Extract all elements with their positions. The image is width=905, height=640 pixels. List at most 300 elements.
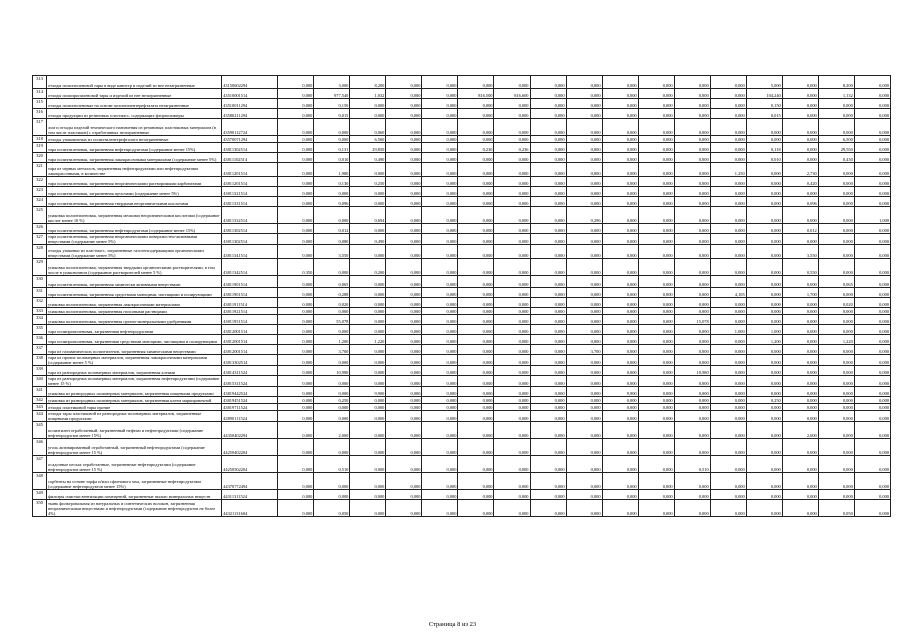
- value-cell: 0,000: [638, 325, 674, 335]
- fkko-code: 43890111524: [222, 411, 278, 422]
- fkko-code: 43150602294: [222, 76, 278, 89]
- value-cell: 0,000: [638, 245, 674, 259]
- fkko-code: 43570071294: [222, 136, 278, 143]
- value-cell: 0,000: [458, 76, 494, 89]
- value-cell: 0,000: [602, 411, 638, 422]
- value-cell: 0,000: [422, 163, 458, 177]
- value-cell: 0,000: [710, 366, 746, 376]
- value-cell: 0,000: [422, 315, 458, 325]
- value-cell: 0,000: [458, 366, 494, 376]
- value-cell: 0,000: [638, 456, 674, 473]
- value-cell: 0,000: [386, 197, 422, 207]
- fkko-code: 43580211294: [222, 109, 278, 119]
- value-cell: 0,510: [314, 456, 350, 473]
- value-cell: 0,000: [674, 397, 710, 404]
- value-cell: 0,000: [854, 109, 890, 119]
- value-cell: 0,000: [818, 325, 854, 335]
- value-cell: 0,000: [314, 207, 350, 224]
- value-cell: 0,000: [674, 143, 710, 153]
- value-cell: 0,000: [566, 404, 602, 411]
- value-cell: 8,200: [818, 76, 854, 89]
- value-cell: 4,105: [710, 288, 746, 298]
- row-number: 313: [33, 76, 47, 89]
- fkko-code: 43811921514: [222, 308, 278, 315]
- value-cell: 0,000: [674, 490, 710, 500]
- value-cell: 0,000: [494, 335, 530, 345]
- value-cell: 0,000: [530, 119, 566, 136]
- value-cell: 0,000: [782, 276, 818, 288]
- value-cell: 0,000: [818, 355, 854, 366]
- value-cell: 0,000: [278, 315, 314, 325]
- row-number: 338: [33, 355, 47, 366]
- row-number: 342: [33, 397, 47, 404]
- value-cell: 0,000: [638, 177, 674, 187]
- value-cell: 0,000: [278, 490, 314, 500]
- value-cell: 0,000: [602, 224, 638, 234]
- value-cell: 0,000: [530, 234, 566, 245]
- value-cell: 0,000: [782, 99, 818, 109]
- value-cell: 0,000: [458, 207, 494, 224]
- value-cell: 0,000: [782, 76, 818, 89]
- value-cell: 0,000: [854, 422, 890, 439]
- value-cell: 0,000: [602, 143, 638, 153]
- value-cell: 0,000: [602, 136, 638, 143]
- value-cell: 0,000: [602, 315, 638, 325]
- value-cell: 0,000: [818, 397, 854, 404]
- value-cell: 0,000: [638, 99, 674, 109]
- value-cell: 0,000: [530, 397, 566, 404]
- value-cell: 0,000: [854, 500, 890, 517]
- row-number: 341: [33, 387, 47, 397]
- value-cell: 0,000: [530, 288, 566, 298]
- value-cell: 0,000: [422, 456, 458, 473]
- value-cell: 0,000: [638, 355, 674, 366]
- value-cell: 0,000: [314, 355, 350, 366]
- value-cell: 0,065: [314, 276, 350, 288]
- value-cell: 0,000: [818, 490, 854, 500]
- value-cell: 3,000: [314, 76, 350, 89]
- row-number: 328: [33, 245, 47, 259]
- value-cell: 0,000: [278, 153, 314, 163]
- table-row: [33, 366, 891, 376]
- value-cell: 0,000: [818, 376, 854, 387]
- table-row: [33, 163, 891, 177]
- value-cell: 0,000: [422, 187, 458, 197]
- value-cell: 0,000: [602, 197, 638, 207]
- value-cell: 0,000: [278, 109, 314, 119]
- value-cell: 0,000: [638, 109, 674, 119]
- table-row: [33, 404, 891, 411]
- value-cell: 0,000: [566, 411, 602, 422]
- value-cell: 0,000: [278, 335, 314, 345]
- value-cell: 0,000: [494, 136, 530, 143]
- value-cell: 0,000: [422, 490, 458, 500]
- value-cell: 0,000: [566, 355, 602, 366]
- value-cell: 0,000: [746, 422, 782, 439]
- value-cell: 0,000: [566, 276, 602, 288]
- value-cell: 0,000: [674, 89, 710, 99]
- value-cell: 0,000: [782, 500, 818, 517]
- value-cell: 0,000: [278, 163, 314, 177]
- value-cell: 0,000: [638, 366, 674, 376]
- value-cell: 0,000: [314, 404, 350, 411]
- value-cell: 0,000: [602, 345, 638, 355]
- table-row: [33, 187, 891, 197]
- value-cell: 0,000: [746, 298, 782, 308]
- value-cell: 816,500: [458, 89, 494, 99]
- value-cell: 0,250: [746, 397, 782, 404]
- table-row: [33, 119, 891, 136]
- value-cell: 0,000: [746, 500, 782, 517]
- waste-name: упаковка полиэтиленовая, загрязненная лакокрасочными материалами: [47, 298, 222, 308]
- value-cell: 0,000: [602, 325, 638, 335]
- value-cell: 0,000: [386, 259, 422, 276]
- value-cell: 5,000: [746, 76, 782, 89]
- value-cell: 0,000: [458, 473, 494, 490]
- value-cell: 0,000: [674, 335, 710, 345]
- value-cell: 0,000: [674, 345, 710, 355]
- value-cell: 0,000: [566, 397, 602, 404]
- value-cell: 0,096: [314, 197, 350, 207]
- value-cell: 0,000: [782, 89, 818, 99]
- value-cell: 0,000: [386, 500, 422, 517]
- value-cell: 0,000: [458, 224, 494, 234]
- value-cell: 0,000: [638, 224, 674, 234]
- value-cell: 0,000: [422, 387, 458, 397]
- value-cell: 0,000: [278, 298, 314, 308]
- value-cell: 0,000: [494, 473, 530, 490]
- value-cell: 0,288: [314, 288, 350, 298]
- value-cell: 0,000: [458, 109, 494, 119]
- value-cell: 0,065: [818, 276, 854, 288]
- value-cell: 0,000: [530, 473, 566, 490]
- value-cell: 0,000: [674, 207, 710, 224]
- value-cell: 0,000: [854, 177, 890, 187]
- value-cell: 0,000: [422, 397, 458, 404]
- value-cell: 0,000: [278, 355, 314, 366]
- value-cell: 0,000: [746, 288, 782, 298]
- value-cell: 0,000: [494, 245, 530, 259]
- fkko-code: 43819711524: [222, 404, 278, 411]
- value-cell: 0,000: [674, 119, 710, 136]
- value-cell: 0,000: [818, 473, 854, 490]
- value-cell: 0,000: [458, 276, 494, 288]
- value-cell: 0,000: [350, 298, 386, 308]
- value-cell: 0,000: [638, 153, 674, 163]
- value-cell: 0,000: [386, 187, 422, 197]
- value-cell: 0,000: [530, 197, 566, 207]
- value-cell: 0,000: [602, 89, 638, 99]
- table-row: [33, 99, 891, 109]
- value-cell: 0,000: [530, 376, 566, 387]
- value-cell: 0,000: [458, 259, 494, 276]
- waste-name: тара полиэтиленовая, загрязненная твердыми неорганическими кислотами: [47, 197, 222, 207]
- value-cell: 0,000: [386, 89, 422, 99]
- waste-name: тара полиэтиленовая, загрязненная лакокрасочными материалами (содержание менее 5%): [47, 153, 222, 163]
- value-cell: 0,000: [494, 315, 530, 325]
- value-cell: 0,000: [602, 276, 638, 288]
- value-cell: 3,550: [314, 245, 350, 259]
- value-cell: 0,000: [566, 288, 602, 298]
- value-cell: 0,000: [566, 325, 602, 335]
- value-cell: 0,000: [350, 276, 386, 288]
- value-cell: 8,200: [350, 76, 386, 89]
- value-cell: 0,000: [494, 397, 530, 404]
- value-cell: 0,000: [818, 404, 854, 411]
- waste-name: тара из прочих полимерных материалов, загрязненная лакокрасочными материалами (содержание менее 5 %): [47, 355, 222, 366]
- value-cell: 0,000: [530, 99, 566, 109]
- value-cell: 0,000: [530, 89, 566, 99]
- value-cell: 0,000: [602, 500, 638, 517]
- value-cell: 0,000: [386, 298, 422, 308]
- value-cell: 0,000: [530, 153, 566, 163]
- value-cell: 0,000: [278, 397, 314, 404]
- value-cell: 0,000: [854, 404, 890, 411]
- value-cell: 0,000: [386, 456, 422, 473]
- value-cell: 0,000: [602, 298, 638, 308]
- value-cell: 0,000: [422, 109, 458, 119]
- row-number: 332: [33, 298, 47, 308]
- value-cell: 0,000: [566, 224, 602, 234]
- value-cell: 0,000: [530, 259, 566, 276]
- value-cell: 0,000: [674, 355, 710, 366]
- value-cell: 0,000: [350, 224, 386, 234]
- value-cell: 0,000: [782, 207, 818, 224]
- value-cell: 0,000: [710, 298, 746, 308]
- waste-name: ткань фильтровальная из натуральных и синтетических волокон, загрязненная неорганическими веществами и нефтепродуктами (содержание нефтепродуктов не более 4%): [47, 500, 222, 517]
- value-cell: 0,000: [350, 99, 386, 109]
- value-cell: 0,000: [386, 308, 422, 315]
- row-number: 344: [33, 411, 47, 422]
- value-cell: 0,000: [494, 490, 530, 500]
- value-cell: 0,000: [854, 234, 890, 245]
- value-cell: 0,000: [458, 308, 494, 315]
- row-number: 350: [33, 500, 47, 517]
- value-cell: 0,000: [494, 456, 530, 473]
- value-cell: 0,000: [710, 276, 746, 288]
- row-number: 314: [33, 89, 47, 99]
- value-cell: 0,000: [422, 500, 458, 517]
- value-cell: 0,000: [854, 397, 890, 404]
- value-cell: 0,000: [674, 99, 710, 109]
- value-cell: 0,000: [638, 119, 674, 136]
- value-cell: 0,000: [530, 276, 566, 288]
- value-cell: 0,000: [494, 119, 530, 136]
- value-cell: 0,000: [782, 345, 818, 355]
- value-cell: 1,132: [818, 89, 854, 99]
- value-cell: 0,000: [602, 366, 638, 376]
- value-cell: 0,000: [674, 387, 710, 397]
- value-cell: 0,000: [746, 345, 782, 355]
- value-cell: 0,000: [674, 234, 710, 245]
- value-cell: 0,430: [818, 153, 854, 163]
- table-row: [33, 422, 891, 439]
- value-cell: 0,000: [854, 245, 890, 259]
- value-cell: 0,000: [602, 187, 638, 197]
- value-cell: 0,000: [710, 234, 746, 245]
- value-cell: 0,096: [782, 197, 818, 207]
- value-cell: 0,000: [818, 315, 854, 325]
- waste-name: сорбенты на основе торфа и/или сфагнового мха, загрязненные нефтепродуктами (содержание нефтепродуктов менее 15%): [47, 473, 222, 490]
- row-number: 343: [33, 404, 47, 411]
- value-cell: 0,000: [638, 234, 674, 245]
- value-cell: 0,000: [494, 163, 530, 177]
- fkko-code: 43811302514: [222, 143, 278, 153]
- value-cell: 0,000: [782, 456, 818, 473]
- value-cell: 0,000: [386, 224, 422, 234]
- row-number: 316: [33, 109, 47, 119]
- value-cell: 0,000: [566, 439, 602, 456]
- value-cell: 0,000: [674, 411, 710, 422]
- value-cell: 0,000: [386, 234, 422, 245]
- value-cell: 0,000: [278, 76, 314, 89]
- value-cell: 1,220: [350, 335, 386, 345]
- value-cell: 0,000: [818, 234, 854, 245]
- value-cell: 2,000: [782, 422, 818, 439]
- row-number: 315: [33, 99, 47, 109]
- value-cell: 0,000: [566, 490, 602, 500]
- value-cell: 0,000: [566, 298, 602, 308]
- value-cell: 0,000: [854, 119, 890, 136]
- value-cell: 0,000: [782, 473, 818, 490]
- value-cell: 0,000: [602, 473, 638, 490]
- value-cell: 0,000: [638, 76, 674, 89]
- value-cell: 0,000: [746, 366, 782, 376]
- value-cell: 0,000: [386, 276, 422, 288]
- value-cell: 0,000: [386, 325, 422, 335]
- value-cell: 0,000: [602, 245, 638, 259]
- value-cell: 0,000: [530, 308, 566, 315]
- value-cell: 0,080: [314, 234, 350, 245]
- value-cell: 0,000: [386, 404, 422, 411]
- value-cell: 29,550: [818, 143, 854, 153]
- row-number: 319: [33, 143, 47, 153]
- value-cell: 0,000: [638, 473, 674, 490]
- value-cell: 0,000: [422, 276, 458, 288]
- waste-table: [32, 75, 891, 517]
- waste-name: отходы полипропиленовой тары и изделий из нее незагрязненные: [47, 89, 222, 99]
- value-cell: 0,020: [818, 298, 854, 308]
- value-cell: 0,000: [710, 490, 746, 500]
- value-cell: 6,500: [350, 136, 386, 143]
- value-cell: 0,000: [746, 177, 782, 187]
- row-number: 349: [33, 490, 47, 500]
- value-cell: 0,000: [530, 456, 566, 473]
- value-cell: 0,000: [854, 89, 890, 99]
- waste-name: отходы упаковочных из полиэтилентерефталата незагрязненные: [47, 136, 222, 143]
- value-cell: 0,000: [782, 298, 818, 308]
- value-cell: 0,000: [746, 234, 782, 245]
- value-cell: 0,000: [458, 187, 494, 197]
- value-cell: 0,000: [566, 119, 602, 136]
- value-cell: 0,000: [746, 387, 782, 397]
- value-cell: 0,000: [422, 308, 458, 315]
- value-cell: 0,000: [422, 143, 458, 153]
- value-cell: 0,000: [386, 376, 422, 387]
- value-cell: 0,000: [422, 234, 458, 245]
- waste-name: тара полипропиленовая, загрязненная средствами моющими, чистящими и полирующими: [47, 335, 222, 345]
- value-cell: 0,000: [638, 207, 674, 224]
- value-cell: 0,000: [638, 259, 674, 276]
- value-cell: 0,000: [710, 259, 746, 276]
- value-cell: 0,000: [566, 245, 602, 259]
- fkko-code: 43811901514: [222, 288, 278, 298]
- value-cell: 0,000: [458, 411, 494, 422]
- value-cell: 0,000: [278, 473, 314, 490]
- value-cell: 1,200: [746, 335, 782, 345]
- value-cell: 0,000: [818, 177, 854, 187]
- value-cell: 0,000: [638, 136, 674, 143]
- value-cell: 0,000: [746, 276, 782, 288]
- value-cell: 0,000: [278, 387, 314, 397]
- value-cell: 0,000: [458, 404, 494, 411]
- waste-name: упаковка из разнородных полимерных материалов, загрязненная клеем маркировочной: [47, 397, 222, 404]
- value-cell: 0,000: [278, 177, 314, 187]
- value-cell: 0,000: [746, 473, 782, 490]
- value-cell: 0,000: [494, 259, 530, 276]
- value-cell: 0,000: [854, 187, 890, 197]
- waste-name: тара полиэтиленовая, загрязненная неорганическими поверхностно-активными веществами (содержание менее 5%): [47, 234, 222, 245]
- table-row: [33, 315, 891, 325]
- row-number: 327: [33, 234, 47, 245]
- table-row: [33, 355, 891, 366]
- value-cell: 0,000: [782, 308, 818, 315]
- value-cell: 0,000: [746, 207, 782, 224]
- table-row: [33, 245, 891, 259]
- value-cell: 0,012: [782, 224, 818, 234]
- value-cell: 0,000: [494, 187, 530, 197]
- row-number: 335: [33, 325, 47, 335]
- waste-name: упаковка из разнородных полимерных материалов, загрязненная пищевыми продуктами: [47, 387, 222, 397]
- value-cell: 0,000: [458, 355, 494, 366]
- value-cell: 0,000: [422, 99, 458, 109]
- value-cell: 0,000: [566, 366, 602, 376]
- value-cell: 0,000: [494, 177, 530, 187]
- table-row: [33, 288, 891, 298]
- value-cell: 0,000: [818, 187, 854, 197]
- row-number: 345: [33, 422, 47, 439]
- fkko-code: 43811201514: [222, 163, 278, 177]
- value-cell: 0,000: [818, 119, 854, 136]
- table-row: [33, 89, 891, 99]
- value-cell: 0,000: [494, 355, 530, 366]
- value-cell: 0,000: [746, 245, 782, 259]
- value-cell: 0,000: [638, 308, 674, 315]
- value-cell: 0,000: [386, 245, 422, 259]
- value-cell: 0,000: [278, 136, 314, 143]
- value-cell: 0,010: [746, 153, 782, 163]
- table-row: [33, 259, 891, 276]
- value-cell: 0,000: [710, 387, 746, 397]
- value-cell: 0,000: [710, 197, 746, 207]
- value-cell: 0,000: [710, 335, 746, 345]
- value-cell: 0,000: [710, 153, 746, 163]
- value-cell: 0,000: [494, 376, 530, 387]
- row-number: 325: [33, 207, 47, 224]
- value-cell: 0,000: [530, 315, 566, 325]
- value-cell: 0,000: [566, 456, 602, 473]
- value-cell: 0,000: [710, 345, 746, 355]
- value-cell: 0,000: [638, 422, 674, 439]
- value-cell: 0,000: [278, 376, 314, 387]
- value-cell: 0,000: [278, 224, 314, 234]
- value-cell: 0,000: [386, 177, 422, 187]
- waste-name: уголь активированный отработанный, загрязненный нефтепродуктами (содержание нефтепродуктов менее 15 %): [47, 439, 222, 456]
- value-cell: 0,000: [458, 298, 494, 308]
- value-cell: 0,000: [422, 207, 458, 224]
- value-cell: 0,000: [422, 325, 458, 335]
- waste-name: отходы полиэтиленовые на основе полиэтилентерефталата незагрязненные: [47, 99, 222, 109]
